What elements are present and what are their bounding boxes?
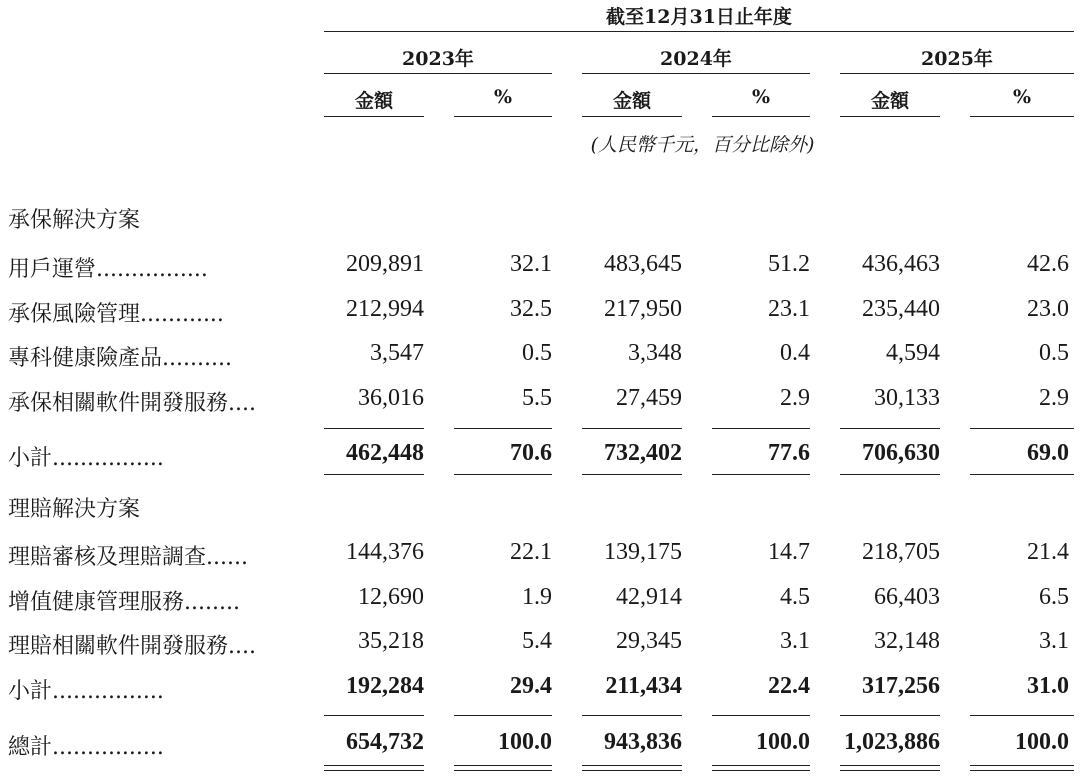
row-label: 增值健康管理服務........ (8, 590, 240, 615)
total-double-rule (712, 765, 810, 766)
amount-cell: 4,594 (886, 340, 940, 366)
amount-cell: 235,440 (862, 296, 940, 322)
unit-note: (人民幣千元，百分比除外) (590, 134, 815, 156)
subtotal-rule (454, 474, 552, 475)
section-title-claims: 理賠解決方案 (8, 497, 141, 522)
row-label: 理賠相關軟件開發服務.... (8, 634, 256, 659)
subtotal-amount-cell: 706,630 (862, 440, 940, 466)
total-double-rule (840, 770, 940, 771)
subtotal-percent-cell: 77.6 (768, 440, 810, 466)
percent-cell: 4.5 (780, 584, 810, 610)
percent-cell: 21.4 (1027, 539, 1069, 565)
subtotal-percent-cell: 22.4 (768, 673, 810, 699)
period-underline (324, 31, 1074, 32)
total-double-rule (970, 770, 1074, 771)
amount-cell: 42,914 (616, 584, 682, 610)
amount-cell: 217,950 (604, 296, 682, 322)
row-label: 用戶運營................ (8, 257, 208, 282)
subtotal-amount-cell: 732,402 (604, 440, 682, 466)
total-double-rule (582, 765, 682, 766)
year-2023-underline (324, 73, 552, 74)
amount-cell: 483,645 (604, 251, 682, 277)
subtotal-rule (840, 474, 940, 475)
amount-underline-2023 (324, 116, 424, 117)
total-rule (454, 715, 552, 716)
subtotal-rule (970, 428, 1074, 429)
amount-cell: 218,705 (862, 539, 940, 565)
total-percent-cell: 100.0 (1015, 729, 1069, 755)
percent-cell: 2.9 (780, 385, 810, 411)
total-rule (970, 715, 1074, 716)
subtotal-amount-cell: 317,256 (862, 673, 940, 699)
total-rule (840, 715, 940, 716)
percent-cell: 2.9 (1039, 385, 1069, 411)
subtotal-percent-cell: 29.4 (510, 673, 552, 699)
total-amount-cell: 654,732 (346, 729, 424, 755)
total-rule (324, 715, 424, 716)
year-2025-header: 2025年 (921, 48, 993, 70)
row-label: 專科健康險產品.......... (8, 346, 232, 371)
total-double-rule (324, 765, 424, 766)
subtotal-amount-cell: 211,434 (605, 673, 682, 699)
total-double-rule (712, 770, 810, 771)
row-label: 承保風險管理............ (8, 302, 224, 327)
percent-cell: 3.1 (780, 628, 810, 654)
total-double-rule (970, 765, 1074, 766)
percent-cell: 5.5 (522, 385, 552, 411)
amount-cell: 36,016 (358, 385, 424, 411)
amount-header-2024: 金額 (612, 90, 651, 112)
subtotal-rule (712, 474, 810, 475)
percent-cell: 0.5 (1039, 340, 1069, 366)
amount-cell: 32,148 (874, 628, 940, 654)
subtotal-percent-cell: 69.0 (1027, 440, 1069, 466)
percent-cell: 0.5 (522, 340, 552, 366)
percent-cell: 3.1 (1039, 628, 1069, 654)
amount-header-2025: 金額 (870, 90, 909, 112)
total-amount-cell: 1,023,886 (844, 729, 940, 755)
total-double-rule (840, 765, 940, 766)
amount-cell: 66,403 (874, 584, 940, 610)
percent-underline-2025 (970, 116, 1074, 117)
total-double-rule (582, 770, 682, 771)
amount-cell: 212,994 (346, 296, 424, 322)
total-amount-cell: 943,836 (604, 729, 682, 755)
percent-header-2023: % (493, 86, 513, 108)
percent-cell: 42.6 (1027, 251, 1069, 277)
row-label: 承保相關軟件開發服務.... (8, 391, 256, 416)
percent-header-2024: % (751, 86, 771, 108)
total-percent-cell: 100.0 (498, 729, 552, 755)
amount-cell: 3,348 (628, 340, 682, 366)
subtotal-rule (454, 428, 552, 429)
subtotal-label: 小計................ (8, 679, 164, 704)
year-2024-header: 2024年 (660, 48, 732, 70)
total-double-rule (454, 770, 552, 771)
subtotal-rule (970, 474, 1074, 475)
subtotal-rule (324, 474, 424, 475)
percent-cell: 32.5 (510, 296, 552, 322)
total-rule (712, 715, 810, 716)
percent-underline-2024 (712, 116, 810, 117)
percent-header-2025: % (1012, 86, 1032, 108)
total-rule (582, 715, 682, 716)
amount-header-2023: 金額 (354, 90, 393, 112)
total-double-rule (454, 765, 552, 766)
total-percent-cell: 100.0 (756, 729, 810, 755)
section-title-underwriting: 承保解決方案 (8, 208, 141, 233)
subtotal-rule (582, 428, 682, 429)
total-label: 總計................ (8, 735, 164, 760)
amount-underline-2024 (582, 116, 682, 117)
amount-cell: 35,218 (358, 628, 424, 654)
year-2024-underline (582, 73, 810, 74)
amount-cell: 29,345 (616, 628, 682, 654)
percent-cell: 22.1 (510, 539, 552, 565)
subtotal-rule (712, 428, 810, 429)
subtotal-percent-cell: 31.0 (1027, 673, 1069, 699)
percent-cell: 51.2 (768, 251, 810, 277)
year-2023-header: 2023年 (402, 48, 474, 70)
percent-cell: 23.0 (1027, 296, 1069, 322)
amount-cell: 27,459 (616, 385, 682, 411)
total-double-rule (324, 770, 424, 771)
subtotal-label: 小計................ (8, 446, 164, 471)
percent-cell: 5.4 (522, 628, 552, 654)
subtotal-rule (582, 474, 682, 475)
amount-cell: 12,690 (358, 584, 424, 610)
percent-cell: 0.4 (780, 340, 810, 366)
subtotal-rule (840, 428, 940, 429)
amount-cell: 3,547 (370, 340, 424, 366)
subtotal-amount-cell: 462,448 (346, 440, 424, 466)
percent-cell: 1.9 (522, 584, 552, 610)
amount-cell: 139,175 (604, 539, 682, 565)
period-title: 截至12月31日止年度 (606, 6, 792, 28)
subtotal-rule (324, 428, 424, 429)
amount-cell: 436,463 (862, 251, 940, 277)
subtotal-percent-cell: 70.6 (510, 440, 552, 466)
row-label: 理賠審核及理賠調查...... (8, 545, 248, 570)
year-2025-underline (840, 73, 1074, 74)
amount-underline-2025 (840, 116, 940, 117)
amount-cell: 144,376 (346, 539, 424, 565)
amount-cell: 209,891 (346, 251, 424, 277)
percent-cell: 14.7 (768, 539, 810, 565)
percent-cell: 23.1 (768, 296, 810, 322)
amount-cell: 30,133 (874, 385, 940, 411)
percent-cell: 32.1 (510, 251, 552, 277)
percent-cell: 6.5 (1039, 584, 1069, 610)
percent-underline-2023 (454, 116, 552, 117)
subtotal-amount-cell: 192,284 (346, 673, 424, 699)
